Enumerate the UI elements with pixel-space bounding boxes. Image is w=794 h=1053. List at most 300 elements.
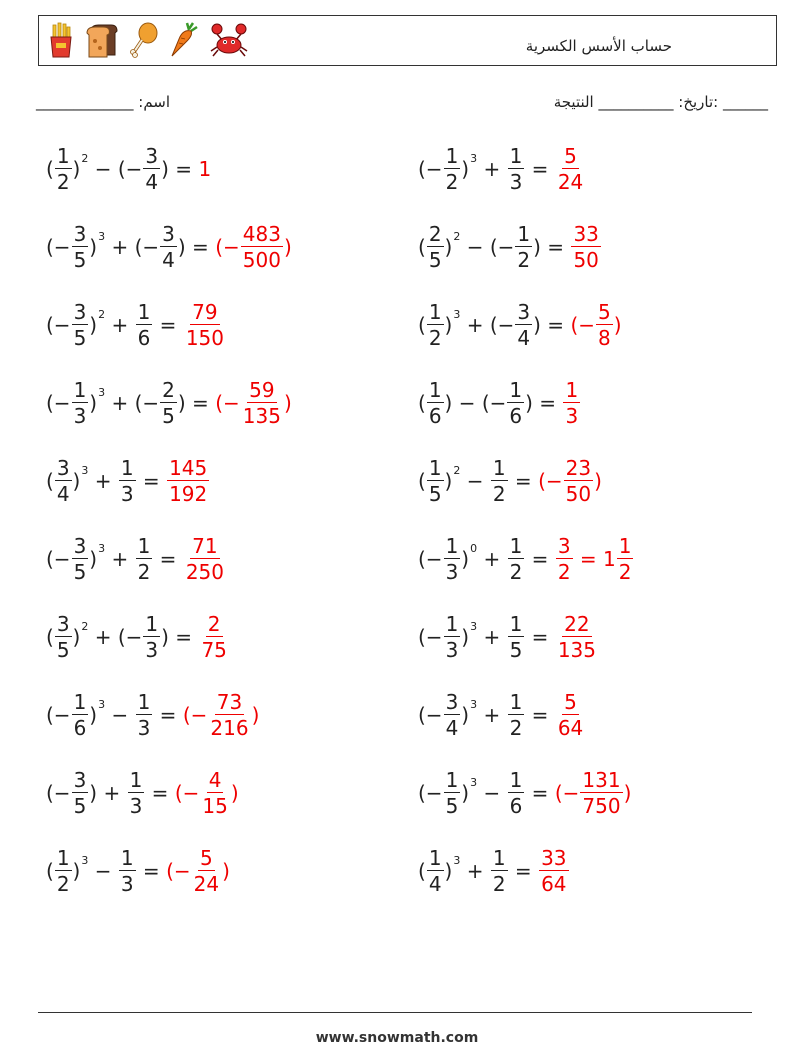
problem-item xyxy=(418,692,586,738)
denominator: 250 xyxy=(185,560,224,584)
numerator: 3 xyxy=(445,690,459,714)
symbol: = xyxy=(508,859,539,883)
answer xyxy=(555,692,586,738)
symbol: = xyxy=(525,781,555,805)
symbol: ) xyxy=(461,547,470,571)
symbol: + xyxy=(88,469,118,493)
symbol: + xyxy=(105,235,135,259)
problem-item xyxy=(46,458,210,504)
fraction xyxy=(556,692,585,738)
numerator: 1 xyxy=(129,768,143,792)
symbol: ( xyxy=(418,313,426,337)
numerator: 1 xyxy=(445,612,459,636)
symbol: ) xyxy=(461,157,470,181)
exponent: 2 xyxy=(81,151,89,165)
denominator: 6 xyxy=(428,404,442,428)
answer xyxy=(538,458,602,504)
answer xyxy=(198,614,229,660)
numerator: 1 xyxy=(120,846,134,870)
symbol: + xyxy=(97,781,127,805)
problem-item xyxy=(418,848,570,894)
denominator: 6 xyxy=(137,326,151,350)
symbol: (− xyxy=(174,781,200,805)
symbol: = xyxy=(532,391,563,415)
fraction xyxy=(444,692,461,738)
fraction xyxy=(507,380,524,426)
fraction xyxy=(508,692,525,738)
numerator: 59 xyxy=(249,378,275,402)
symbol: ) xyxy=(444,391,453,415)
denominator: 5 xyxy=(73,560,87,584)
numerator: 71 xyxy=(192,534,218,558)
symbol: (− xyxy=(538,469,563,493)
denominator: 8 xyxy=(598,326,611,350)
denominator: 4 xyxy=(445,716,459,740)
problem-item xyxy=(46,302,227,348)
symbol: (− xyxy=(418,625,443,649)
symbol: ) xyxy=(283,235,292,259)
numerator: 1 xyxy=(509,144,523,168)
footer-divider xyxy=(38,1012,752,1013)
numerator: 145 xyxy=(169,456,208,480)
symbol: ) xyxy=(89,235,98,259)
symbol: (− xyxy=(182,703,208,727)
numerator: 3 xyxy=(145,144,159,168)
numerator: 3 xyxy=(73,768,87,792)
fraction xyxy=(580,770,622,816)
numerator: 483 xyxy=(242,222,281,246)
symbol: (− xyxy=(570,313,595,337)
fraction xyxy=(241,380,283,426)
numerator: 1 xyxy=(509,612,523,636)
fraction xyxy=(563,380,580,426)
symbol: − xyxy=(88,859,118,883)
numerator: 1 xyxy=(445,534,459,558)
fraction xyxy=(167,458,209,504)
denominator: 3 xyxy=(509,170,523,194)
numerator: 1 xyxy=(509,534,523,558)
answer xyxy=(555,614,599,660)
carrot-icon xyxy=(169,21,199,59)
symbol: (− xyxy=(134,235,160,259)
fraction xyxy=(208,692,250,738)
exponent: 3 xyxy=(453,853,461,867)
problem-item xyxy=(418,770,631,816)
symbol: = xyxy=(185,235,216,259)
fraction xyxy=(136,536,153,582)
numerator: 3 xyxy=(73,222,87,246)
numerator: 3 xyxy=(56,456,70,480)
answer xyxy=(215,380,292,426)
denominator: 50 xyxy=(573,248,599,272)
denominator: 6 xyxy=(509,404,523,428)
numerator: 1 xyxy=(428,846,442,870)
denominator: 5 xyxy=(445,794,459,818)
symbol: ( xyxy=(46,859,54,883)
answer xyxy=(555,770,632,816)
problem-item xyxy=(418,224,602,270)
symbol: + xyxy=(460,859,490,883)
fraction xyxy=(72,770,89,816)
numerator: 1 xyxy=(509,768,523,792)
denominator: 3 xyxy=(145,638,159,662)
symbol: − xyxy=(460,469,490,493)
denominator: 5 xyxy=(428,248,442,272)
numerator: 1 xyxy=(428,378,442,402)
numerator: 1 xyxy=(618,534,632,558)
symbol: + xyxy=(460,313,490,337)
answer xyxy=(215,224,292,270)
fraction xyxy=(427,302,444,348)
symbol: ) xyxy=(461,625,470,649)
symbol: ) xyxy=(222,859,230,883)
symbol: (− xyxy=(46,547,71,571)
exponent: 2 xyxy=(98,307,106,321)
symbol: − xyxy=(477,781,507,805)
exponent: 3 xyxy=(470,697,478,711)
symbol: (− xyxy=(481,391,507,415)
fraction xyxy=(564,458,593,504)
footer-url: www.snowmath.com xyxy=(315,1030,479,1046)
symbol: ) xyxy=(89,391,98,415)
exponent: 2 xyxy=(453,229,461,243)
answer xyxy=(555,536,635,582)
denominator: 5 xyxy=(73,326,87,350)
symbol: = 1 xyxy=(573,547,616,571)
symbol: (− xyxy=(166,859,191,883)
fraction xyxy=(72,380,89,426)
answer xyxy=(183,536,227,582)
numerator: 3 xyxy=(557,534,571,558)
exponent: 3 xyxy=(453,307,461,321)
denominator: 3 xyxy=(445,638,459,662)
problem-item xyxy=(46,692,259,738)
symbol: ( xyxy=(46,469,54,493)
symbol: (− xyxy=(117,625,143,649)
fraction xyxy=(515,302,532,348)
denominator: 2 xyxy=(56,170,70,194)
answer xyxy=(166,458,210,504)
symbol: ) xyxy=(461,703,470,727)
symbol: ( xyxy=(418,859,426,883)
symbol: + xyxy=(477,703,507,727)
exponent: 0 xyxy=(470,541,478,555)
denominator: 750 xyxy=(582,794,621,818)
numerator: 1 xyxy=(120,456,134,480)
fraction xyxy=(200,770,229,816)
symbol: − xyxy=(452,391,482,415)
denominator: 24 xyxy=(557,170,584,194)
symbol: = xyxy=(168,625,199,649)
denominator: 2 xyxy=(509,716,523,740)
fraction xyxy=(539,848,568,894)
symbol: ( xyxy=(46,157,54,181)
symbol: (− xyxy=(215,235,240,259)
symbol: (− xyxy=(418,157,443,181)
symbol: = xyxy=(525,157,555,181)
fries-icon xyxy=(47,21,75,59)
denominator: 5 xyxy=(56,638,70,662)
fraction xyxy=(119,848,136,894)
symbol: + xyxy=(477,625,507,649)
numerator: 33 xyxy=(573,222,599,246)
denominator: 4 xyxy=(428,872,442,896)
exponent: 2 xyxy=(453,463,461,477)
denominator: 3 xyxy=(445,560,459,584)
symbol: = xyxy=(153,313,183,337)
problem-item xyxy=(46,224,292,270)
fraction xyxy=(444,614,461,660)
fraction xyxy=(119,458,136,504)
fraction xyxy=(596,302,613,348)
worksheet-title: حساب الأسس الكسرية xyxy=(525,37,672,55)
numerator: 3 xyxy=(56,612,70,636)
symbol: + xyxy=(105,547,135,571)
answer xyxy=(562,380,581,426)
fraction xyxy=(136,302,153,348)
symbol: ( xyxy=(418,391,426,415)
symbol: (− xyxy=(554,781,580,805)
symbol: + xyxy=(105,313,135,337)
exponent: 3 xyxy=(98,385,106,399)
denominator: 2 xyxy=(492,482,506,506)
symbol: ) xyxy=(613,313,622,337)
symbol: ) xyxy=(177,235,186,259)
fraction xyxy=(508,614,525,660)
symbol: (− xyxy=(46,781,71,805)
problem-item xyxy=(418,302,622,348)
fraction xyxy=(143,614,160,660)
symbol: = xyxy=(525,547,555,571)
symbol: ) xyxy=(444,469,453,493)
symbol: (− xyxy=(418,781,443,805)
fraction xyxy=(427,848,444,894)
toast-icon xyxy=(85,21,119,59)
answer xyxy=(198,157,211,181)
symbol: ) xyxy=(444,235,453,259)
denominator: 216 xyxy=(210,716,249,740)
exponent: 3 xyxy=(81,853,89,867)
denominator: 192 xyxy=(169,482,208,506)
numerator: 131 xyxy=(582,768,621,792)
symbol: + xyxy=(88,625,118,649)
fraction xyxy=(444,146,461,192)
numerator: 1 xyxy=(517,222,531,246)
date-score-field: ______ :تاريخ: __________ النتيجة xyxy=(553,93,768,111)
fraction xyxy=(241,224,283,270)
denominator: 5 xyxy=(428,482,442,506)
fraction xyxy=(556,146,585,192)
denominator: 3 xyxy=(120,872,134,896)
denominator: 2 xyxy=(509,560,523,584)
problem-item xyxy=(418,536,634,582)
symbol: − xyxy=(460,235,490,259)
exponent: 3 xyxy=(81,463,89,477)
fraction xyxy=(55,458,72,504)
symbol: = xyxy=(525,625,555,649)
symbol: ( xyxy=(418,469,426,493)
numerator: 2 xyxy=(428,222,442,246)
fraction xyxy=(571,224,600,270)
fraction xyxy=(136,692,153,738)
fraction xyxy=(556,536,573,582)
symbol: = xyxy=(153,547,183,571)
symbol: (− xyxy=(46,235,71,259)
fraction xyxy=(128,770,145,816)
numerator: 1 xyxy=(137,300,151,324)
numerator: 1 xyxy=(56,846,70,870)
fraction xyxy=(508,536,525,582)
symbol: (− xyxy=(134,391,160,415)
denominator: 2 xyxy=(517,248,531,272)
denominator: 5 xyxy=(73,794,87,818)
symbol: − xyxy=(88,157,118,181)
answer xyxy=(183,692,260,738)
problem-item xyxy=(418,146,586,192)
fraction xyxy=(617,536,634,582)
numerator: 1 xyxy=(445,144,459,168)
denominator: 3 xyxy=(137,716,151,740)
symbol: ) xyxy=(89,781,98,805)
answer xyxy=(570,302,621,348)
denominator: 4 xyxy=(56,482,70,506)
fraction xyxy=(192,848,221,894)
numerator: 2 xyxy=(207,612,221,636)
symbol: ) xyxy=(72,859,81,883)
numerator: 1 xyxy=(428,300,442,324)
numerator: 79 xyxy=(192,300,218,324)
fraction xyxy=(199,614,228,660)
numerator: 1 xyxy=(73,378,87,402)
denominator: 2 xyxy=(137,560,151,584)
fraction xyxy=(556,614,598,660)
exponent: 3 xyxy=(470,619,478,633)
numerator: 23 xyxy=(565,456,592,480)
numerator: 1 xyxy=(56,144,70,168)
denominator: 2 xyxy=(56,872,70,896)
numerator: 2 xyxy=(162,378,175,402)
symbol: ) xyxy=(72,469,81,493)
denominator: 3 xyxy=(565,404,579,428)
symbol: ) xyxy=(461,781,470,805)
numerator: 22 xyxy=(564,612,590,636)
symbol: = xyxy=(136,859,167,883)
symbol: ) xyxy=(444,859,453,883)
symbol: (− xyxy=(418,703,443,727)
problem-item xyxy=(46,848,230,894)
symbol: ) xyxy=(89,313,98,337)
exponent: 3 xyxy=(470,151,478,165)
problem-item xyxy=(46,770,239,816)
exponent: 3 xyxy=(470,775,478,789)
numerator: 3 xyxy=(73,534,87,558)
fraction xyxy=(184,536,226,582)
exponent: 3 xyxy=(98,697,106,711)
denominator: 135 xyxy=(242,404,281,428)
denominator: 15 xyxy=(202,794,228,818)
fraction xyxy=(160,224,177,270)
symbol: = xyxy=(153,703,183,727)
header-box xyxy=(38,15,777,66)
numerator: 1 xyxy=(445,768,459,792)
denominator: 4 xyxy=(145,170,159,194)
problem-item xyxy=(418,614,599,660)
denominator: 2 xyxy=(428,326,442,350)
symbol: ( xyxy=(418,235,426,259)
fraction xyxy=(72,536,89,582)
problem-item xyxy=(46,146,211,192)
symbol: = xyxy=(185,391,216,415)
denominator: 50 xyxy=(565,482,592,506)
denominator: 3 xyxy=(129,794,143,818)
numerator: 1 xyxy=(137,690,151,714)
fraction xyxy=(55,848,72,894)
problem-item xyxy=(46,614,230,660)
denominator: 24 xyxy=(193,872,220,896)
exponent: 2 xyxy=(81,619,89,633)
fraction xyxy=(160,380,177,426)
fraction xyxy=(508,770,525,816)
answer xyxy=(166,848,230,894)
symbol: + xyxy=(477,547,507,571)
symbol: (− xyxy=(46,391,71,415)
symbol: ( xyxy=(46,625,54,649)
symbol: ) xyxy=(533,235,541,259)
fraction xyxy=(72,224,89,270)
denominator: 3 xyxy=(120,482,134,506)
fraction xyxy=(55,614,72,660)
numerator: 1 xyxy=(137,534,151,558)
symbol: + xyxy=(105,391,135,415)
denominator: 5 xyxy=(162,404,175,428)
symbol: ) xyxy=(177,391,186,415)
numerator: 1 xyxy=(145,612,159,636)
fraction xyxy=(427,224,444,270)
fraction xyxy=(515,224,532,270)
denominator: 6 xyxy=(509,794,523,818)
denominator: 75 xyxy=(201,638,227,662)
symbol: = xyxy=(136,469,167,493)
answer xyxy=(570,224,601,270)
fraction xyxy=(72,692,89,738)
denominator: 3 xyxy=(73,404,87,428)
numerator: 5 xyxy=(598,300,611,324)
problem-item xyxy=(46,380,292,426)
symbol: (− xyxy=(117,157,143,181)
symbol: (− xyxy=(46,703,71,727)
numerator: 1 xyxy=(492,456,506,480)
denominator: 2 xyxy=(618,560,632,584)
symbol: ) xyxy=(283,391,292,415)
numerator: 3 xyxy=(73,300,87,324)
answer xyxy=(175,770,239,816)
symbol: ) xyxy=(72,157,81,181)
numerator: 1 xyxy=(73,690,87,714)
answer xyxy=(555,146,586,192)
fraction xyxy=(491,458,508,504)
denominator: 500 xyxy=(242,248,281,272)
answer xyxy=(183,302,227,348)
fraction xyxy=(143,146,160,192)
fraction xyxy=(444,770,461,816)
denominator: 2 xyxy=(492,872,506,896)
numerator: 33 xyxy=(541,846,567,870)
numerator: 1 xyxy=(509,690,523,714)
denominator: 5 xyxy=(509,638,523,662)
symbol: ) xyxy=(89,703,98,727)
symbol: = xyxy=(540,313,571,337)
symbol: ) xyxy=(525,391,533,415)
